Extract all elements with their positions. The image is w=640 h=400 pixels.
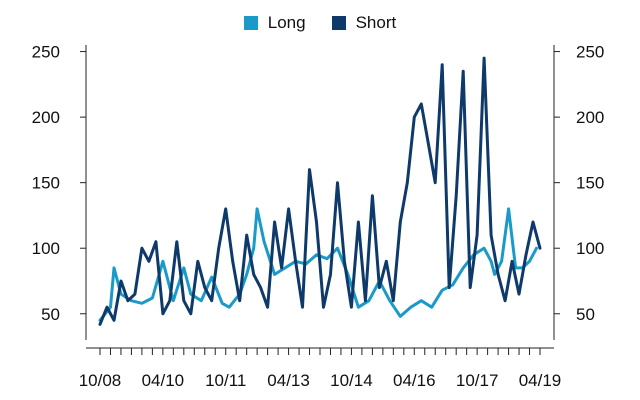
y-tick-label-right: 50 bbox=[576, 304, 595, 324]
x-tick-label: 04/16 bbox=[393, 371, 436, 390]
y-tick-label-left: 100 bbox=[31, 239, 60, 259]
y-tick-label-left: 200 bbox=[31, 108, 60, 128]
series-line-short bbox=[100, 58, 540, 324]
y-tick-label-left: 50 bbox=[41, 304, 60, 324]
x-tick-label: 04/19 bbox=[518, 371, 562, 390]
y-tick-label-right: 100 bbox=[576, 239, 605, 259]
legend-label-short: Short bbox=[355, 13, 397, 32]
x-tick-label: 04/13 bbox=[267, 371, 310, 390]
x-tick-label: 10/14 bbox=[330, 371, 373, 390]
x-tick-label: 10/08 bbox=[78, 371, 122, 390]
y-tick-label-right: 250 bbox=[576, 42, 605, 62]
y-tick-label-left: 150 bbox=[31, 173, 60, 193]
x-tick-label: 10/17 bbox=[455, 371, 499, 390]
y-tick-label-right: 150 bbox=[576, 173, 605, 193]
x-tick-label: 04/10 bbox=[141, 371, 185, 390]
y-tick-label-right: 200 bbox=[576, 108, 605, 128]
y-tick-label-left: 250 bbox=[31, 42, 60, 62]
legend-label-long: Long bbox=[267, 13, 306, 32]
x-tick-label: 10/11 bbox=[205, 371, 247, 390]
